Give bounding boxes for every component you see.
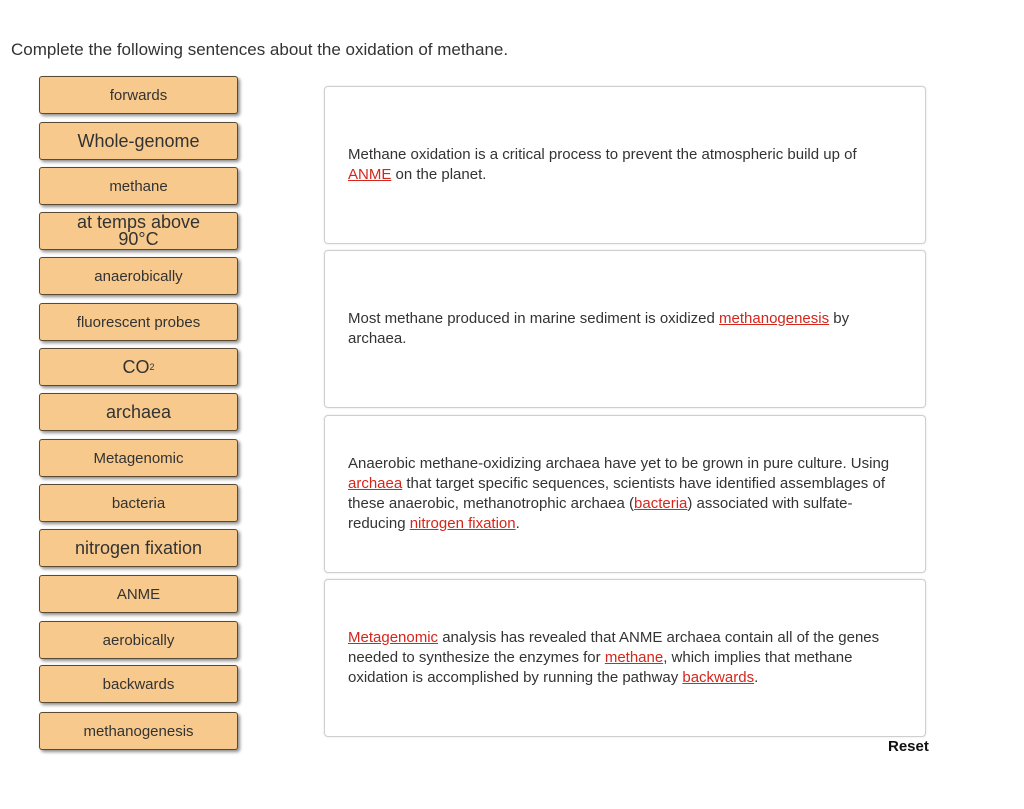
chip-whole-genome[interactable]: Whole-genome <box>39 122 238 160</box>
drop-blank[interactable]: backwards <box>682 669 755 686</box>
drop-blank[interactable]: bacteria <box>634 495 688 512</box>
chip-bacteria[interactable]: bacteria <box>39 484 238 522</box>
chip-anaerobically[interactable]: anaerobically <box>39 257 238 295</box>
sentence-panel-1 <box>324 86 926 244</box>
sentence-2: Most methane produced in marine sediment is oxidized methanogenesis by archaea. <box>348 310 850 347</box>
chip-fluorescent-probes[interactable]: fluorescent probes <box>39 303 238 341</box>
chip-anme[interactable]: ANME <box>39 575 238 613</box>
chip-forwards[interactable]: forwards <box>39 76 238 114</box>
chip-at-temps-above-90c[interactable]: at temps above 90°C <box>39 212 238 250</box>
chip-nitrogen-fixation[interactable]: nitrogen fixation <box>39 529 238 567</box>
chip-methane[interactable]: methane <box>39 167 238 205</box>
drop-blank[interactable]: methanogenesis <box>719 310 830 327</box>
chip-methanogenesis[interactable]: methanogenesis <box>39 712 238 750</box>
chip-archaea[interactable]: archaea <box>39 393 238 431</box>
reset-button[interactable]: Reset <box>888 738 929 755</box>
sentence-panel-3 <box>324 415 926 573</box>
chip-metagenomic[interactable]: Metagenomic <box>39 439 238 477</box>
drop-blank[interactable]: Metagenomic <box>348 629 439 646</box>
chip-aerobically[interactable]: aerobically <box>39 621 238 659</box>
drop-blank[interactable]: ANME <box>348 166 392 183</box>
drop-blank[interactable]: methane <box>604 649 664 666</box>
drop-blank[interactable]: nitrogen fixation <box>409 515 516 532</box>
sentence-panel-2 <box>324 250 926 408</box>
sentence-3: Anaerobic methane-oxidizing archaea have yet to be grown in pure culture. Using archaea that target specific sequences, scientists have identified assemblages of these anaerobic, methanotrophic archaea (bacteria) associated with sulfate-reducing nitrogen fixation. <box>348 455 890 532</box>
sentence-panel-4 <box>324 579 926 737</box>
sentence-4: Metagenomic analysis has revealed that ANME archaea contain all of the genes needed to synthesize the enzymes for methane, which implies that methane oxidation is accomplished by running the pathway backwards. <box>348 629 880 686</box>
chip-backwards[interactable]: backwards <box>39 665 238 703</box>
chip-co2[interactable]: CO 2 <box>39 348 238 386</box>
question-prompt: Complete the following sentences about the oxidation of methane. <box>11 40 509 59</box>
drop-blank[interactable]: archaea <box>348 475 403 492</box>
sentence-1: Methane oxidation is a critical process to prevent the atmospheric build up of ANME on the planet. <box>348 146 857 183</box>
